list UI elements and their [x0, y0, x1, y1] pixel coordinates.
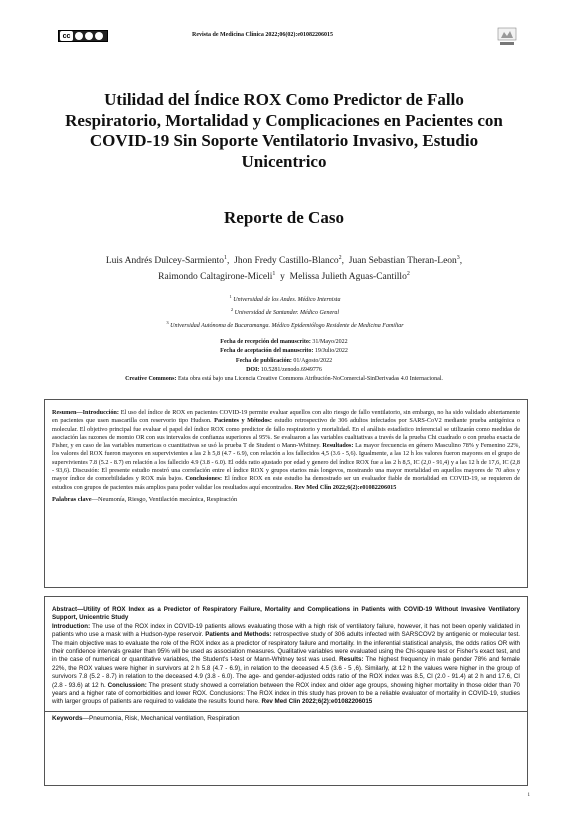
by-icon [75, 32, 83, 40]
resumen-keywords-text: —Neumonía, Riesgo, Ventilación mecánica, Respiración [91, 495, 238, 503]
date-item [90, 357, 478, 366]
date-label: Fecha de aceptación del manuscrito: [220, 348, 314, 355]
resumen-results-text: La mayor frecuencia en género Masculino 78% y Femenino 22%, los valores del ROX fueron mayores en supervivientes a las 2 h 5,8 (4.7 - 6.9), con relación a los fallecidos 4,5 (3.6 - 5,6). Igualmente, a las 12 h los valores fueron mayores en el grupo de supervivientes 7.8 (5.2 - 8.7) en relación a los fallecido 4.9 (3.8 - 6.0). El odds ratio ajustado por edad y genero del índice ROX fue a las 2 h 8,5, IC (2,0 - 91,4) y a las 12 h de 17,6, IC (2,8 - 93,6). Discusión: El presente estudio mostró una correlación entre el índice ROX y grupos etarios más longevos, mostrando una mayor mortalidad en aquellos mayores de 70 años y mayor índice de comorbilidades y ROX más bajos. [52, 442, 520, 483]
date-value: 10.5281/zenodo.6949776 [260, 366, 322, 373]
resumen-conclusions-label: Conclusiones: [183, 475, 223, 483]
affiliation-marker: 1 [229, 294, 232, 299]
resumen-methods-text: estudio retrospectivo de 306 adultos infectados por SARS-CoV2 mediante prueba antigénica o molecular. El objetivo principal fue evaluar el papel del índice ROX como predictor de fallo respiratorio y mortalidad. En el análisis estadístico inferencial se utilizarán como medidas de asociación las razones de momio OR con sus intervalos de confianza superiores al 95%. Se evaluaron a las variables cualitativas a través de la prueba Chi cuadrado o con prueba exacta de Fisher, y en caso de las variables numericas o cuantitativas se usó la prueba T de Student o Mann-Whitney. [52, 417, 520, 450]
license-label: Creative Commons: [125, 376, 177, 382]
abstract-intro-label: Introduction: [52, 622, 91, 630]
resumen-intro-label: Introducción: [82, 409, 119, 416]
author-list [70, 252, 498, 284]
journal-citation: Revista de Medicina Clínica 2022;06(02):e01082206015 [192, 32, 333, 38]
cc-icon: cc [60, 31, 73, 41]
resumen-methods-label: Pacientes y Métodos: [211, 417, 272, 425]
author-name: Jhon Fredy Castillo-Blanco [234, 256, 339, 267]
affiliation-list [90, 292, 480, 331]
resumen-heading: Resumen— [52, 409, 83, 416]
author-name: Melissa Julieth Aguas-Cantillo [289, 272, 407, 283]
affiliation-item [90, 305, 480, 318]
resumen-text [45, 400, 527, 492]
affiliation-text: Universidad Autónoma de Bucaramanga. Médico Epidemiólogo Residente de Medicina Familiar [170, 323, 404, 329]
abstract-conclusion-label: Conclussion: [105, 681, 147, 689]
journal-logo-icon [496, 26, 518, 48]
author-affiliation-marker: 1 [224, 255, 228, 261]
resumen-results-label: Resultados: [320, 442, 354, 450]
date-value: 31/Mayo/2022 [312, 339, 348, 345]
affiliation-text: Universidad de los Andes. Médico Internista [233, 297, 341, 303]
author-separator: , [341, 256, 349, 267]
resumen-conclusions-text: El índice ROX en este estudio ha demostrado ser un evaluador fiable de mortalidad en COVID-19, se requieren de estudios con grupos de pacientes más amplios para poder validar los resultados aquí encontrados. [52, 475, 520, 491]
nd-icon [95, 32, 103, 40]
date-value: 01/Agosto/2022 [293, 357, 333, 364]
manuscript-dates [90, 338, 478, 375]
author-separator: , [459, 256, 463, 267]
date-item [90, 338, 478, 347]
page-header [58, 26, 518, 50]
abstract-keywords-text: —Pneumonia, Risk, Mechanical ventilation, Respiration [82, 714, 240, 722]
affiliation-marker: 2 [230, 307, 234, 312]
affiliation-item [90, 318, 480, 331]
abstract-box [44, 596, 528, 786]
author-affiliation-marker: 1 [272, 271, 276, 278]
date-label: DOI: [246, 366, 260, 373]
abstract-text [45, 597, 527, 707]
nc-icon [85, 32, 93, 40]
resumen-citation: Rev Med Clin 2022;6(2):e01082206015 [292, 483, 397, 491]
article-title: Utilidad del Índice ROX Como Predictor de Fallo Respiratorio, Mortalidad y Complicaciones en Pacientes con COVID-19 Sin Soporte Ventilatorio Invasivo, Estudio Unicentrico [65, 90, 503, 171]
page-number: 1 [527, 793, 530, 798]
author-name: Raimondo Caltagirone-Miceli [158, 272, 273, 283]
document-type: Reporte de Caso [224, 208, 344, 227]
abstract-heading: Abstract—Utility of ROX Index as a Predictor of Respiratory Failure, Mortality and Complications in Patients with COVID-19 Without Invasive Ventilatory Support, Unicentric Study [52, 606, 520, 622]
license-line [60, 376, 508, 382]
abstract-citation: Rev Med Clin 2022;6(2):e01082206015 [259, 698, 373, 706]
abstract-keywords-label: Keywords [52, 714, 83, 722]
resumen-keywords-label: Palabras clave [52, 495, 92, 503]
abstract-methods-label: Patients and Methods: [203, 631, 272, 639]
date-item [90, 347, 478, 356]
affiliation-item [90, 292, 480, 305]
resumen-keywords [45, 492, 527, 503]
creative-commons-badge [58, 30, 108, 42]
date-label: Fecha de publicación: [235, 357, 292, 364]
author-affiliation-marker: 3 [456, 255, 460, 261]
abstract-results-label: Results: [336, 656, 364, 664]
resumen-intro-text: El uso del índice de ROX en pacientes COVID-19 permite evaluar aquellos con alto riesgo de fallo ventilatorio, sin embargo, no ha sido validado abiertamente en pacientes que usen mascarilla con reservorio tipo Hudson. [52, 409, 520, 425]
abstract-intro-text: The use of the ROX index in COVID-19 patients allows evaluating those with a high risk of ventilatory failure, however, it has not been openly validated in patients who use a mask with a Hudson-type reservoir. [52, 622, 520, 639]
author-name: Juan Sebastian Theran-Leon [348, 256, 457, 267]
date-label: Fecha de recepción del manuscrito: [220, 339, 311, 345]
author-affiliation-marker: 2 [338, 255, 342, 261]
affiliation-text: Universidad de Santander. Médico General [234, 310, 340, 316]
date-item [90, 366, 478, 375]
resumen-box [44, 399, 528, 588]
author-name: Luis Andrés Dulcey-Sarmiento [105, 256, 225, 267]
abstract-methods-text: retrospective study of 306 adults infected with SARSCOV2 by antigenic or molecular test. The main objective was to evaluate the role of the ROX index as a predictor of respiratory failure and mortality. In the inferential statistical analysis, the odds ratios OR with their confidence intervals greater than 95% will be used as association measures. Qualitative variables were evaluated using the Chi-square test or Fisher's exact test, and in the case of numerical or quantitative variables, the Student's t-test or Mann-Whitney test was used. [52, 631, 520, 664]
abstract-results-text: The highest frequency in male gender 78% and female 22%, the ROX values were higher in survivors at 2 h 5.8 (4.7 - 6.9), in relation to the deceased 4.5 (3.6 - 5 ,6). Similarly, at 12 h the values were higher in the group of survivors 7.8 (5.2 - 8.7) in relation to the deceased 4.9 (3.8 - 6.0). The age- and gender-adjusted odds ratio of the ROX index was 8.5, CI (2.0 - 91.4) at 2 h and 17.6, CI (2.8 - 93.6) at 12 h. [52, 656, 520, 689]
author-separator: , [227, 256, 235, 267]
abstract-conclusion-text: The present study showed a correlation between the ROX index and older age groups, showing higher mortality in those older than 70 years and a higher rate of comorbidities and lower ROX. Conclusions: The ROX index in this study has proven to be a reliable evaluator of mortality in COVID-19, studies with larger groups of patients are required to validate the results found here. [52, 681, 520, 706]
license-text: Esta obra está bajo una Licencia Creative Commons Atribución-NoComercial-SinDerivadas 4.0 Internacional. [177, 376, 443, 382]
affiliation-marker: 3 [166, 320, 169, 325]
abstract-keywords [45, 712, 527, 722]
author-separator: y [275, 272, 290, 283]
author-affiliation-marker: 2 [406, 271, 410, 278]
date-value: 19/Julio/2022 [314, 348, 348, 355]
